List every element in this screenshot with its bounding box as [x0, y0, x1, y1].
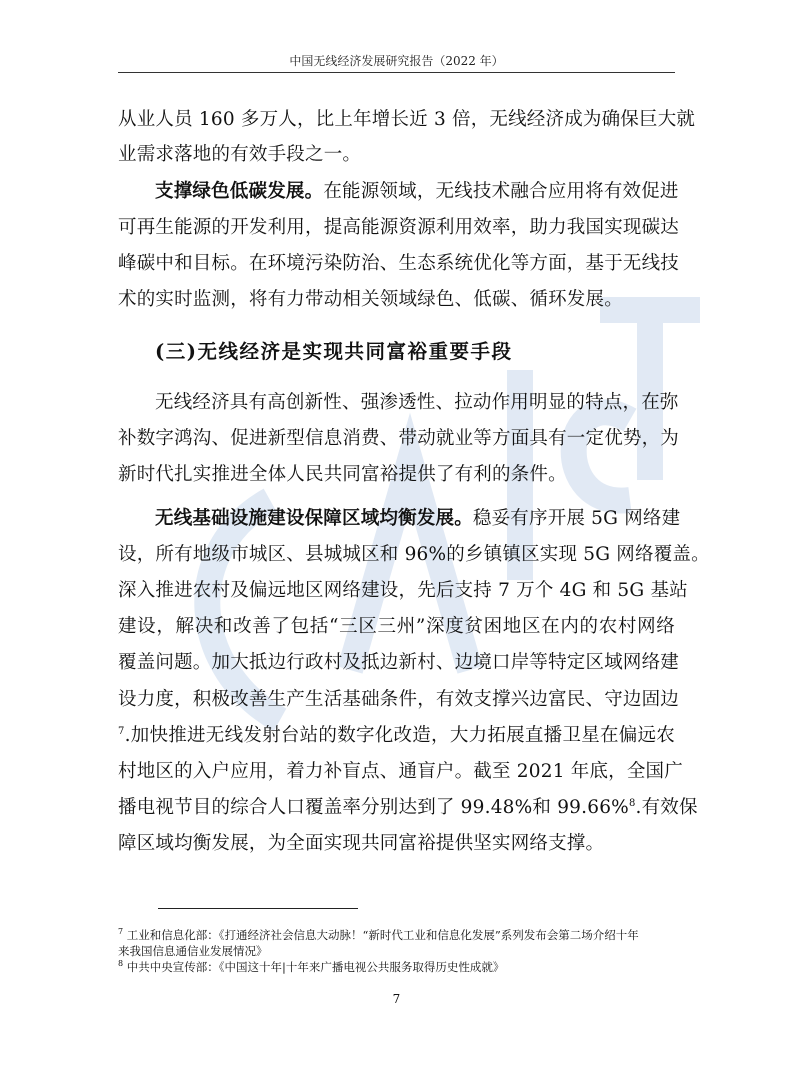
paragraph-line: 建设，解决和改善了包括“三区三州”深度贫困地区在内的农村网络 [118, 616, 675, 637]
paragraph-line [118, 796, 698, 820]
footnote-text: 工业和信息化部：《打通经济社会信息大动脉！“新时代工业和信息化发展”系列发布会第二场介绍十年 [126, 928, 639, 942]
paragraph-text: .有效保 [635, 797, 698, 818]
paragraph-text: 在能源领域，无线技术融合应用将有效促进 [323, 181, 679, 202]
paragraph-line: 术的实时监测，将有力带动相关领域绿色、低碳、循环发展。 [118, 289, 623, 310]
paragraph-line: 可再生能源的开发利用，提高能源资源利用效率，助力我国实现碳达 [118, 217, 680, 238]
paragraph-lead: 无线基础设施建设保障区域均衡发展。 [155, 508, 473, 529]
footnote [118, 960, 678, 975]
paragraph-line: 无线经济具有高创新性、强渗透性、拉动作用明显的特点，在弥 [155, 392, 679, 413]
footnote-text: 中共中央宣传部：《中国这十年|十年来广播电视公共服务取得历史性成就》 [126, 960, 505, 974]
paragraph-line: 设力度，积极改善生产生活基础条件，有效支撑兴边富民、守边固边 [118, 689, 680, 710]
paragraph-line: 峰碳中和目标。在环境污染防治、生态系统优化等方面，基于无线技 [118, 253, 680, 274]
footnote-rule [158, 908, 358, 909]
footnote: 来我国信息通信业发展情况》 [118, 944, 268, 958]
header-rule [118, 72, 675, 73]
paragraph-line: 障区域均衡发展，为全面实现共同富裕提供坚实网络支撑。 [118, 833, 605, 854]
paragraph-text: 播电视节目的综合人口覆盖率分别达到了 99.48%和 99.66% [118, 797, 629, 818]
paragraph-line [155, 180, 679, 204]
paragraph-line: 村地区的入户应用，着力补盲点、通盲户。截至 2021 年底，全国广 [118, 761, 683, 782]
paragraph-line: 业需求落地的有效手段之一。 [118, 144, 362, 165]
footnote-ref: 8 [628, 797, 636, 809]
footnote-number: 7 [118, 927, 124, 937]
running-header: 中国无线经济发展研究报告（2022 年） [289, 54, 504, 68]
paragraph-text: 稳妥有序开展 5G 网络建 [472, 508, 681, 529]
footnote-ref: 7 [118, 725, 125, 737]
footnote [118, 928, 678, 943]
paragraph-line [118, 724, 675, 748]
paragraph-line: 设，所有地级市城区、县城城区和 96%的乡镇镇区实现 5G 网络覆盖。 [118, 544, 710, 565]
paragraph-line: 新时代扎实推进全体人民共同富裕提供了有利的条件。 [118, 464, 567, 485]
paragraph-text: .加快推进无线发射台站的数字化改造，大力拓展直播卫星在偏远农 [124, 725, 675, 746]
paragraph-line: 从业人员 160 多万人，比上年增长近 3 倍，无线经济成为确保巨大就 [118, 109, 696, 130]
paragraph-line: 深入推进农村及偏远地区网络建设，先后支持 7 万个 4G 和 5G 基站 [118, 580, 688, 601]
paragraph-lead: 支撑绿色低碳发展。 [155, 181, 324, 202]
paragraph-line: 覆盖问题。加大抵边行政村及抵边新村、边境口岸等特定区域网络建 [118, 652, 680, 673]
section-heading: (三)无线经济是实现共同富裕重要手段 [155, 340, 513, 363]
paragraph-line [155, 507, 681, 531]
footnote-number: 8 [118, 959, 124, 969]
paragraph-line: 补数字鸿沟、促进新型信息消费、带动就业等方面具有一定优势，为 [118, 428, 680, 449]
page-number: 7 [392, 992, 401, 1006]
